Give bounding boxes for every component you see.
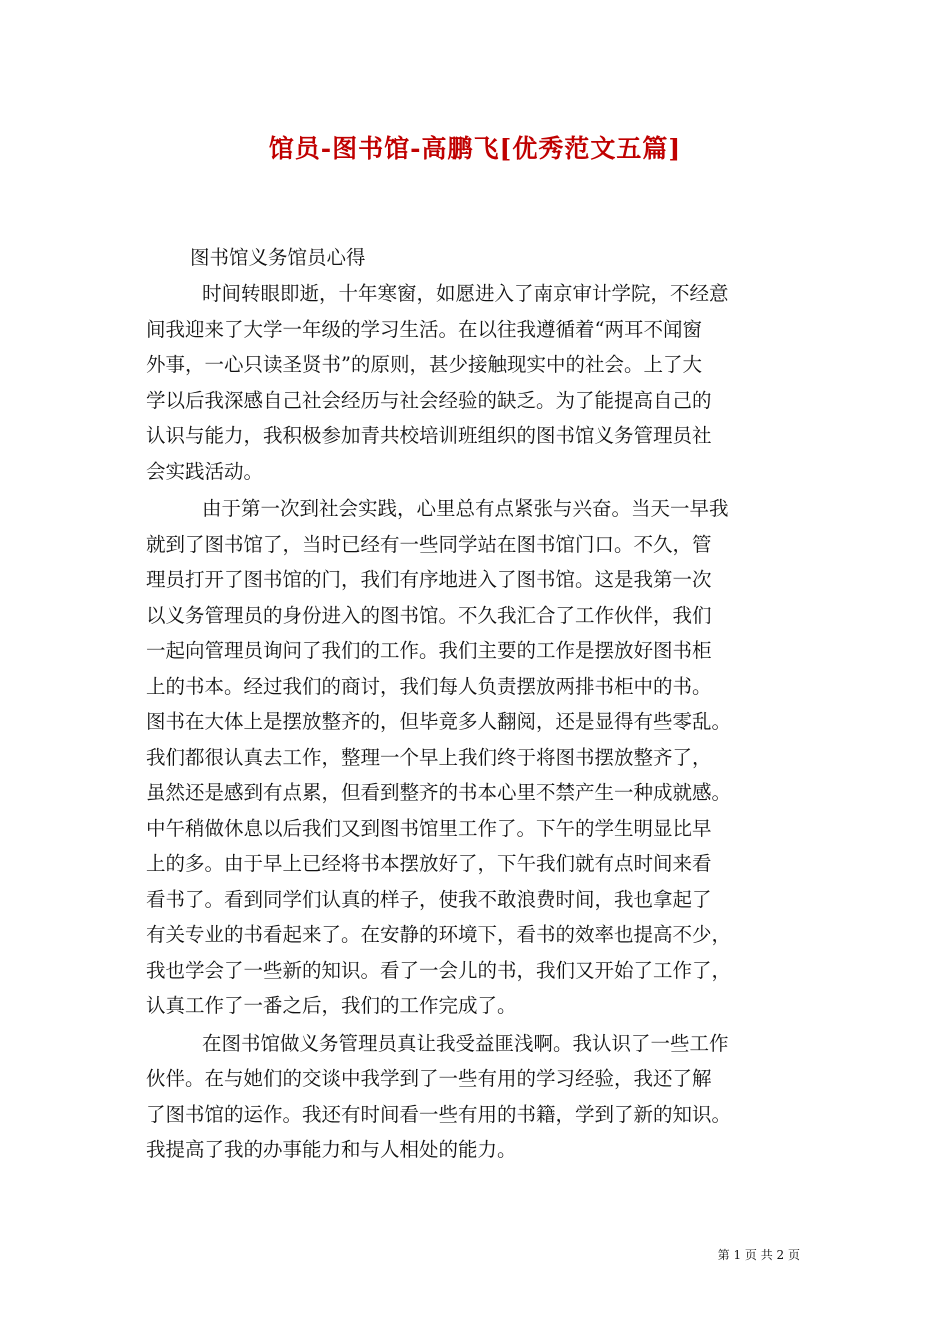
text-line: 就到了图书馆了，当时已经有一些同学站在图书馆门口。不久，管: [146, 532, 712, 556]
text-line: 会实践活动。: [146, 459, 264, 483]
paragraph-2: [146, 491, 826, 1024]
text-line: 了图书馆的运作。我还有时间看一些有用的书籍，学到了新的知识。: [146, 1102, 732, 1126]
text-line: 有关专业的书看起来了。在安静的环境下，看书的效率也提高不少，: [146, 923, 732, 946]
text-line: 由于第一次到社会实践，心里总有点紧张与兴奋。当天一早我: [202, 497, 729, 520]
text-line: 以义务管理员的身份进入的图书馆。不久我汇合了工作伙伴，我们: [146, 603, 712, 627]
text-line: 上的书本。经过我们的商讨，我们每人负责摆放两排书柜中的书。: [146, 674, 712, 698]
text-line: 认真工作了一番之后，我们的工作完成了。: [146, 994, 517, 1017]
text-line: 认识与能力，我积极参加青共校培训班组织的图书馆义务管理员社: [146, 424, 712, 447]
text-line: 中午稍做休息以后我们又到图书馆里工作了。下午的学生明显比早: [146, 816, 712, 840]
text-line: 图书在大体上是摆放整齐的，但毕竟多人翻阅，还是显得有些零乱。: [146, 710, 732, 733]
text-line: 间我迎来了大学一年级的学习生活。在以往我遵循着“两耳不闻窗: [146, 317, 702, 341]
paragraph-3: [146, 1026, 826, 1168]
paragraph-1: [146, 276, 826, 489]
text-line: 时间转眼即逝，十年寒窗，如愿进入了南京审计学院，不经意: [202, 282, 729, 305]
text-line: 一起向管理员询问了我们的工作。我们主要的工作是摆放好图书柜: [146, 639, 712, 662]
body-text: [146, 276, 826, 1168]
text-line: 学以后我深感自己社会经历与社会经验的缺乏。为了能提高自己的: [146, 388, 712, 412]
text-line: 虽然还是感到有点累，但看到整齐的书本心里不禁产生一种成就感。: [146, 781, 732, 804]
text-line: 在图书馆做义务管理员真让我受益匪浅啊。我认识了一些工作: [202, 1031, 729, 1055]
text-line: 上的多。由于早上已经将书本摆放好了，下午我们就有点时间来看: [146, 852, 712, 875]
section-heading: 图书馆义务馆员心得: [190, 246, 366, 269]
text-line: 看书了。看到同学们认真的样子，使我不敢浪费时间，我也拿起了: [146, 887, 712, 911]
text-line: 外事，一心只读圣贤书”的原则，甚少接触现实中的社会。上了大: [146, 353, 702, 376]
document-title: 馆员-图书馆-高鹏飞[优秀范文五篇]: [268, 134, 682, 163]
text-line: 伙伴。在与她们的交谈中我学到了一些有用的学习经验，我还了解: [146, 1067, 712, 1090]
text-line: 理员打开了图书馆的门，我们有序地进入了图书馆。这是我第一次: [146, 568, 712, 591]
page-number-footer: 第 1 页 共 2 页: [717, 1248, 800, 1262]
text-line: 我们都很认真去工作，整理一个早上我们终于将图书摆放整齐了，: [146, 745, 712, 769]
text-line: 我提高了我的办事能力和与人相处的能力。: [146, 1138, 517, 1161]
text-line: 我也学会了一些新的知识。看了一会儿的书，我们又开始了工作了，: [146, 958, 732, 982]
